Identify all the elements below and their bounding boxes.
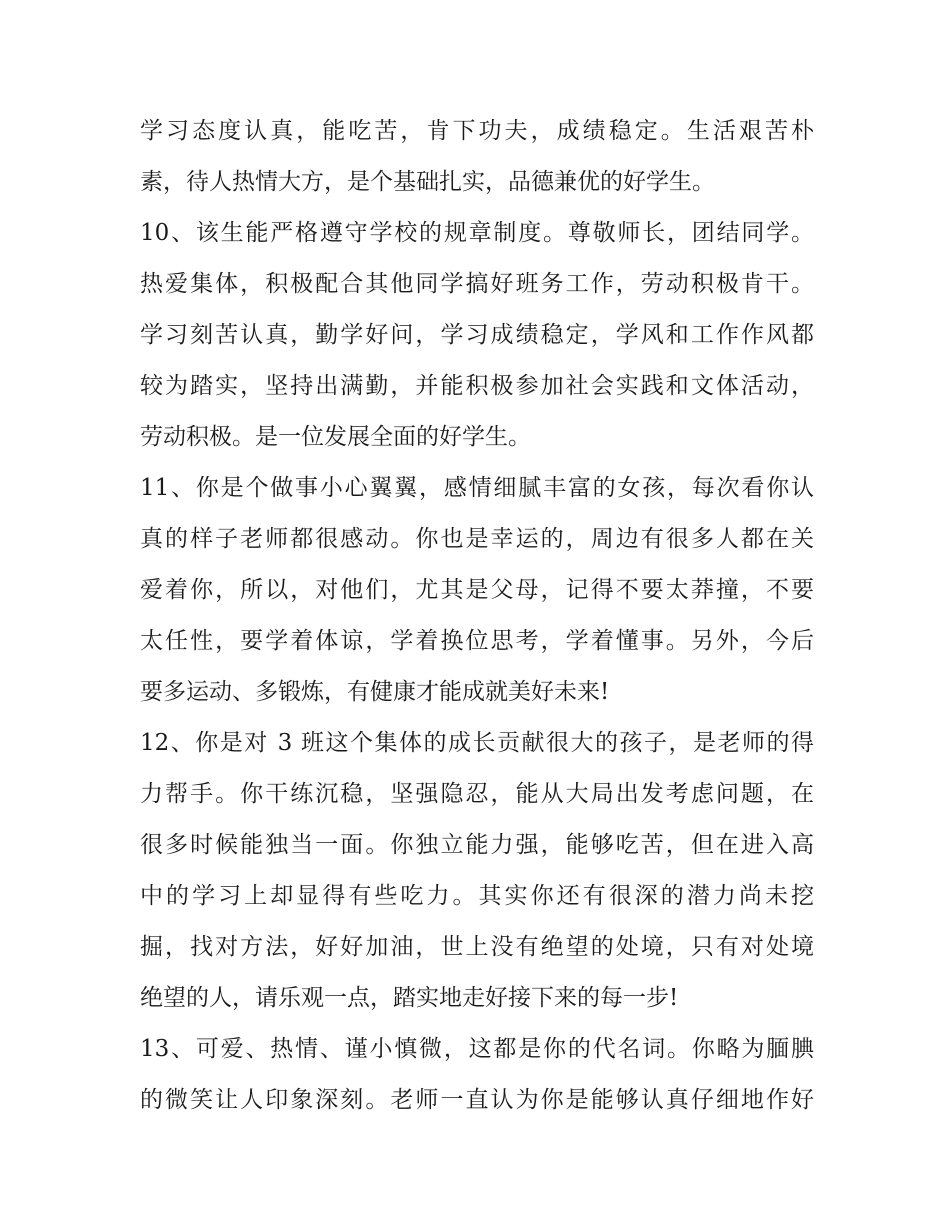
text-line: 学习刻苦认真，勤学好问，学习成绩稳定，学风和工作作风都: [140, 322, 814, 348]
document-body: [140, 106, 814, 1126]
text-line: 真的样子老师都很感动。你也是幸运的，周边有很多人都在关: [140, 526, 814, 552]
text-line: 素，待人热情大方，是个基础扎实，品德兼优的好学生。: [140, 169, 715, 195]
text-line: 的微笑让人印象深刻。老师一直认为你是能够认真仔细地作好: [140, 1087, 814, 1113]
text-line: 10、该生能严格遵守学校的规章制度。尊敬师长，团结同学。: [140, 220, 814, 246]
text-line: 11、你是个做事小心翼翼，感情细腻丰富的女孩，每次看你认: [140, 475, 814, 501]
text-line: 很多时候能独当一面。你独立能力强，能够吃苦，但在进入高: [140, 832, 814, 858]
text-line: 太任性，要学着体谅，学着换位思考，学着懂事。另外，今后: [140, 628, 814, 654]
text-line: 较为踏实，坚持出满勤，并能积极参加社会实践和文体活动，: [140, 373, 814, 399]
text-line: 掘，找对方法，好好加油，世上没有绝望的处境，只有对处境: [140, 934, 814, 960]
text-line: 中的学习上却显得有些吃力。其实你还有很深的潜力尚未挖: [140, 883, 814, 909]
text-line: 13、可爱、热情、谨小慎微，这都是你的代名词。你略为腼腆: [140, 1036, 814, 1062]
text-line: 力帮手。你干练沉稳，坚强隐忍，能从大局出发考虑问题，在: [140, 781, 814, 807]
text-line: 劳动积极。是一位发展全面的好学生。: [140, 424, 531, 450]
text-line: 12、你是对 3 班这个集体的成长贡献很大的孩子，是老师的得: [140, 730, 814, 756]
text-line: 爱着你，所以，对他们，尤其是父母，记得不要太莽撞，不要: [140, 577, 814, 603]
text-line: 学习态度认真，能吃苦，肯下功夫，成绩稳定。生活艰苦朴: [140, 118, 814, 144]
text-line: 要多运动、多锻炼，有健康才能成就美好未来!: [140, 679, 610, 705]
text-line: 绝望的人，请乐观一点，踏实地走好接下来的每一步!: [140, 985, 679, 1011]
text-line: 热爱集体，积极配合其他同学搞好班务工作，劳动积极肯干。: [140, 271, 814, 297]
